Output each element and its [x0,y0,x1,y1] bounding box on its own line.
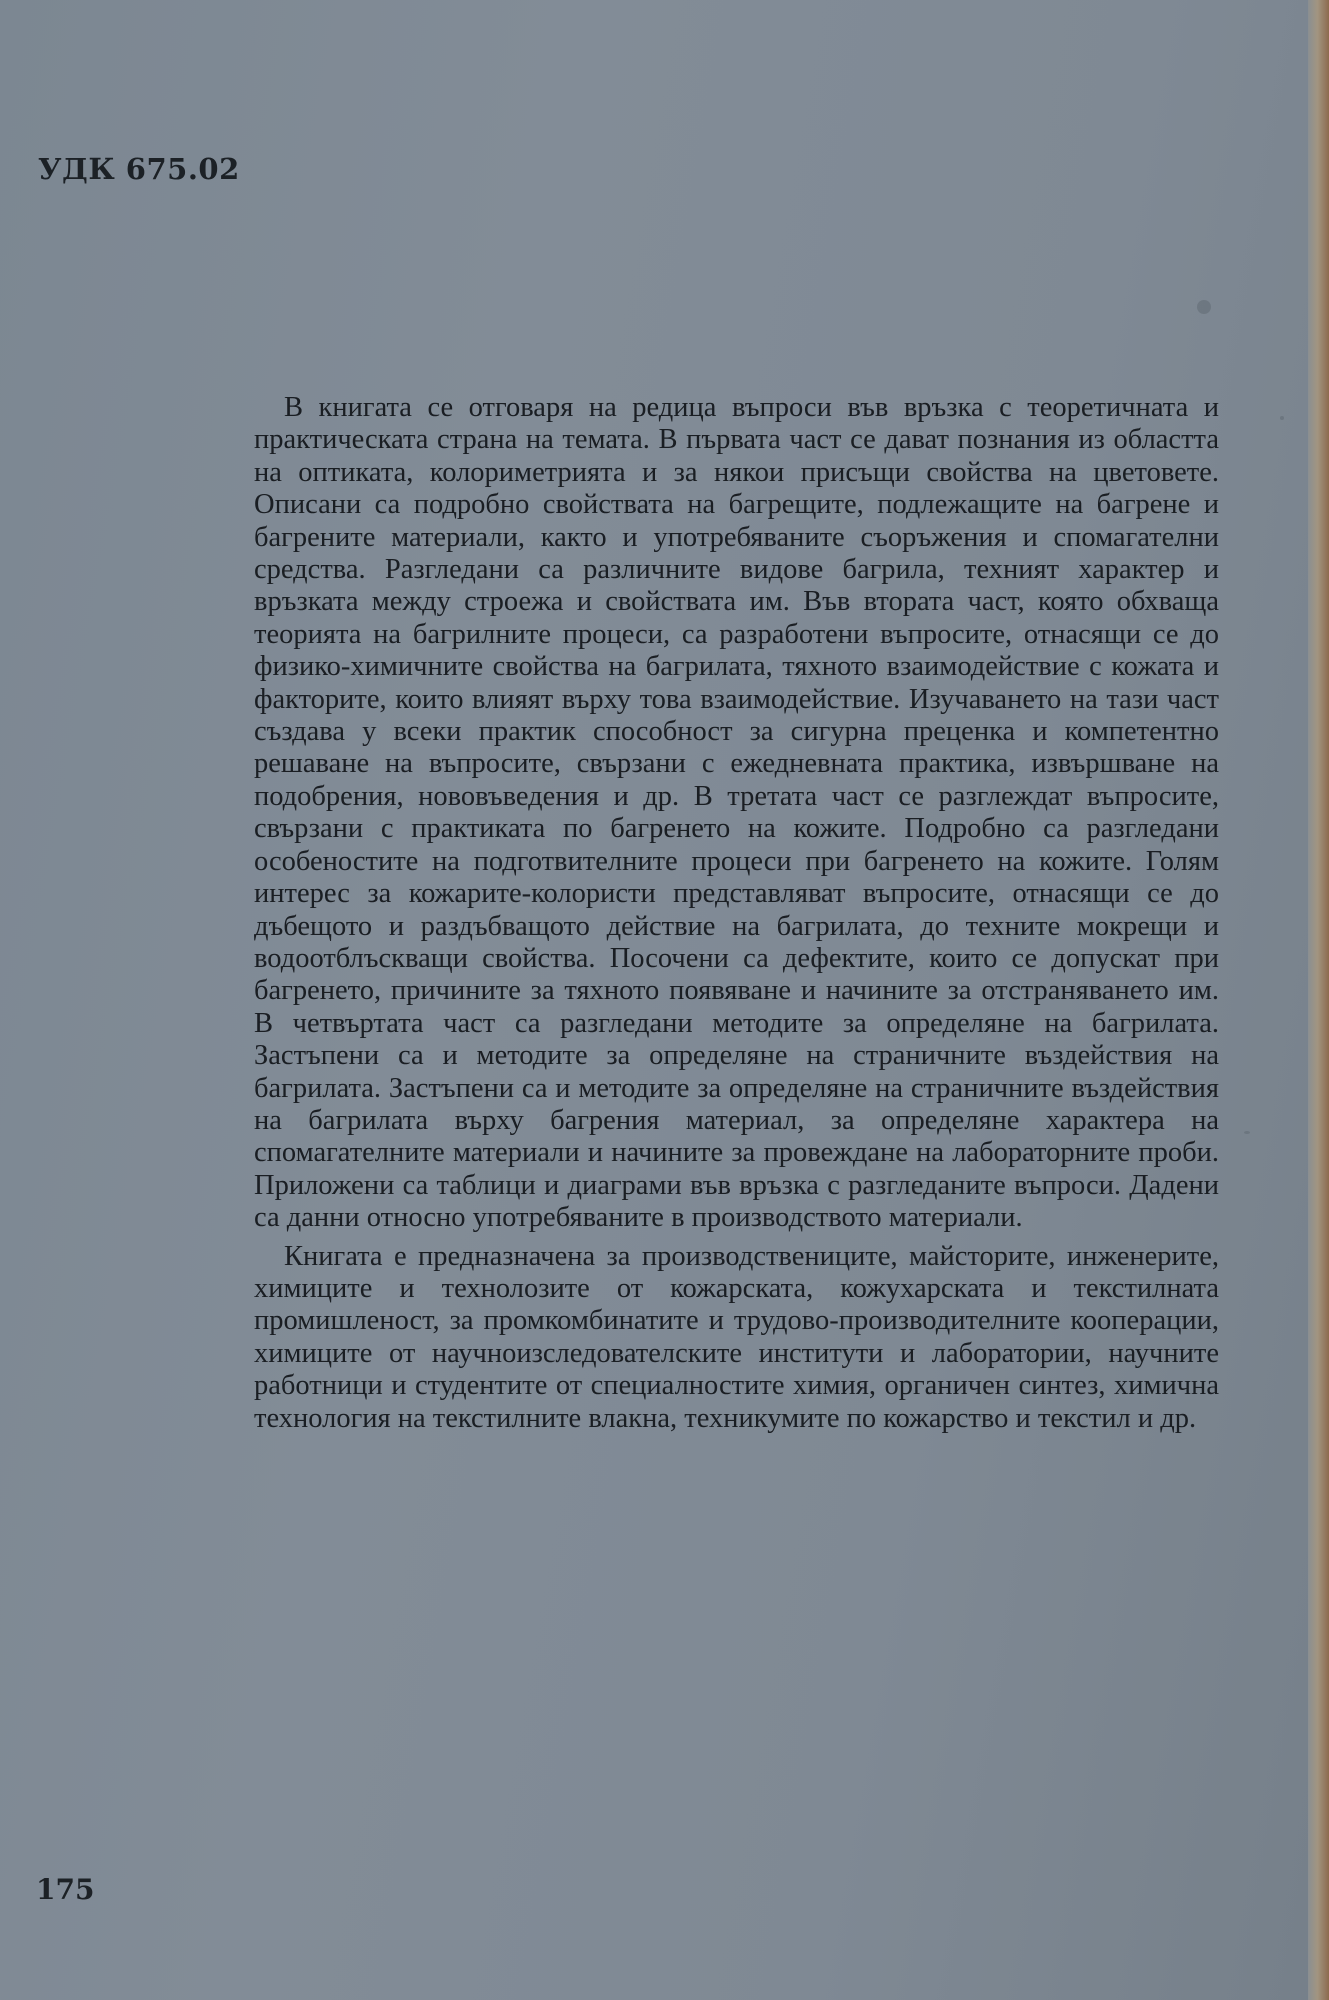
annotation-paragraph-1: В книгата се отговаря на редица въпроси във връзка с теоретичната и практическата страна на темата. В първата част се дават познания из областта на оптиката, колориметрията и за някои присъщи свойства на цветовете. Описани са подробно свойствата на багрещите, подлежащите на багрене и багрените материали, както и употребяваните съоръжения и спомагателни средства. Разгледани са различните видове багрила, техният характер и връзката между строежа и свойствата им. Във втората част, която обхваща теорията на багрилните процеси, са разработени въпросите, отнасящи се до физико-химичните свойства на багрилата, тяхното взаимодействие с кожата и факторите, които влияят върху това взаимодействие. Изучаването на тази част създава у всеки практик способност за сигурна преценка и компетентно решаване на въпросите, свързани с ежедневната практика, извършване на подобрения, нововъведения и др. В третата част се разглеждат въпросите, свързани с практиката по багренето на кожите. Подробно са разгледани особеностите на подготвителните процеси при багренето на кожите. Голям интерес за кожарите-колористи представляват въпросите, отнасящи се до дъбещото и раздъбващото действие на багрилата, до техните мокрещи и водоотблъскващи свойства. Посочени са дефектите, които се допускат при багренето, причините за тяхното появяване и начините за отстраняването им. В четвъртата част са разгледани методите за определяне на багрилата. Застъпени са и методите за определяне на страничните въздействия на багрилата. Застъпени са и методите за определяне на страничните въздействия на багрилата върху багрения материал, за определяне характера на спомагателните материали и начините за провеждане на лабораторните проби. Приложени са таблици и диаграми във връзка с разгледаните въпроси. Дадени са данни относно употребяваните в производството материали. [254,392,1219,1234]
annotation-text [254,392,1219,1435]
page-edge [1308,0,1329,2000]
paper-speck [1280,416,1284,420]
annotation-paragraph-2: Книгата е предназначена за производствениците, майсторите, инженерите, химиците и технолозите от кожарската, кожухарската и текстилната промишленост, за промкомбинатите и трудово-производителните кооперации, химиците от научноизследователските институти и лаборатории, научните работници и студентите от специалностите химия, органичен синтез, химична технология на текстилните влакна, техникумите по кожарство и текстил и др. [254,1240,1219,1434]
paper-speck [1197,300,1211,314]
paper-speck [1244,1131,1250,1134]
udc-classification: УДК 675.02 [38,152,240,186]
print-code: 175 [36,1873,95,1906]
